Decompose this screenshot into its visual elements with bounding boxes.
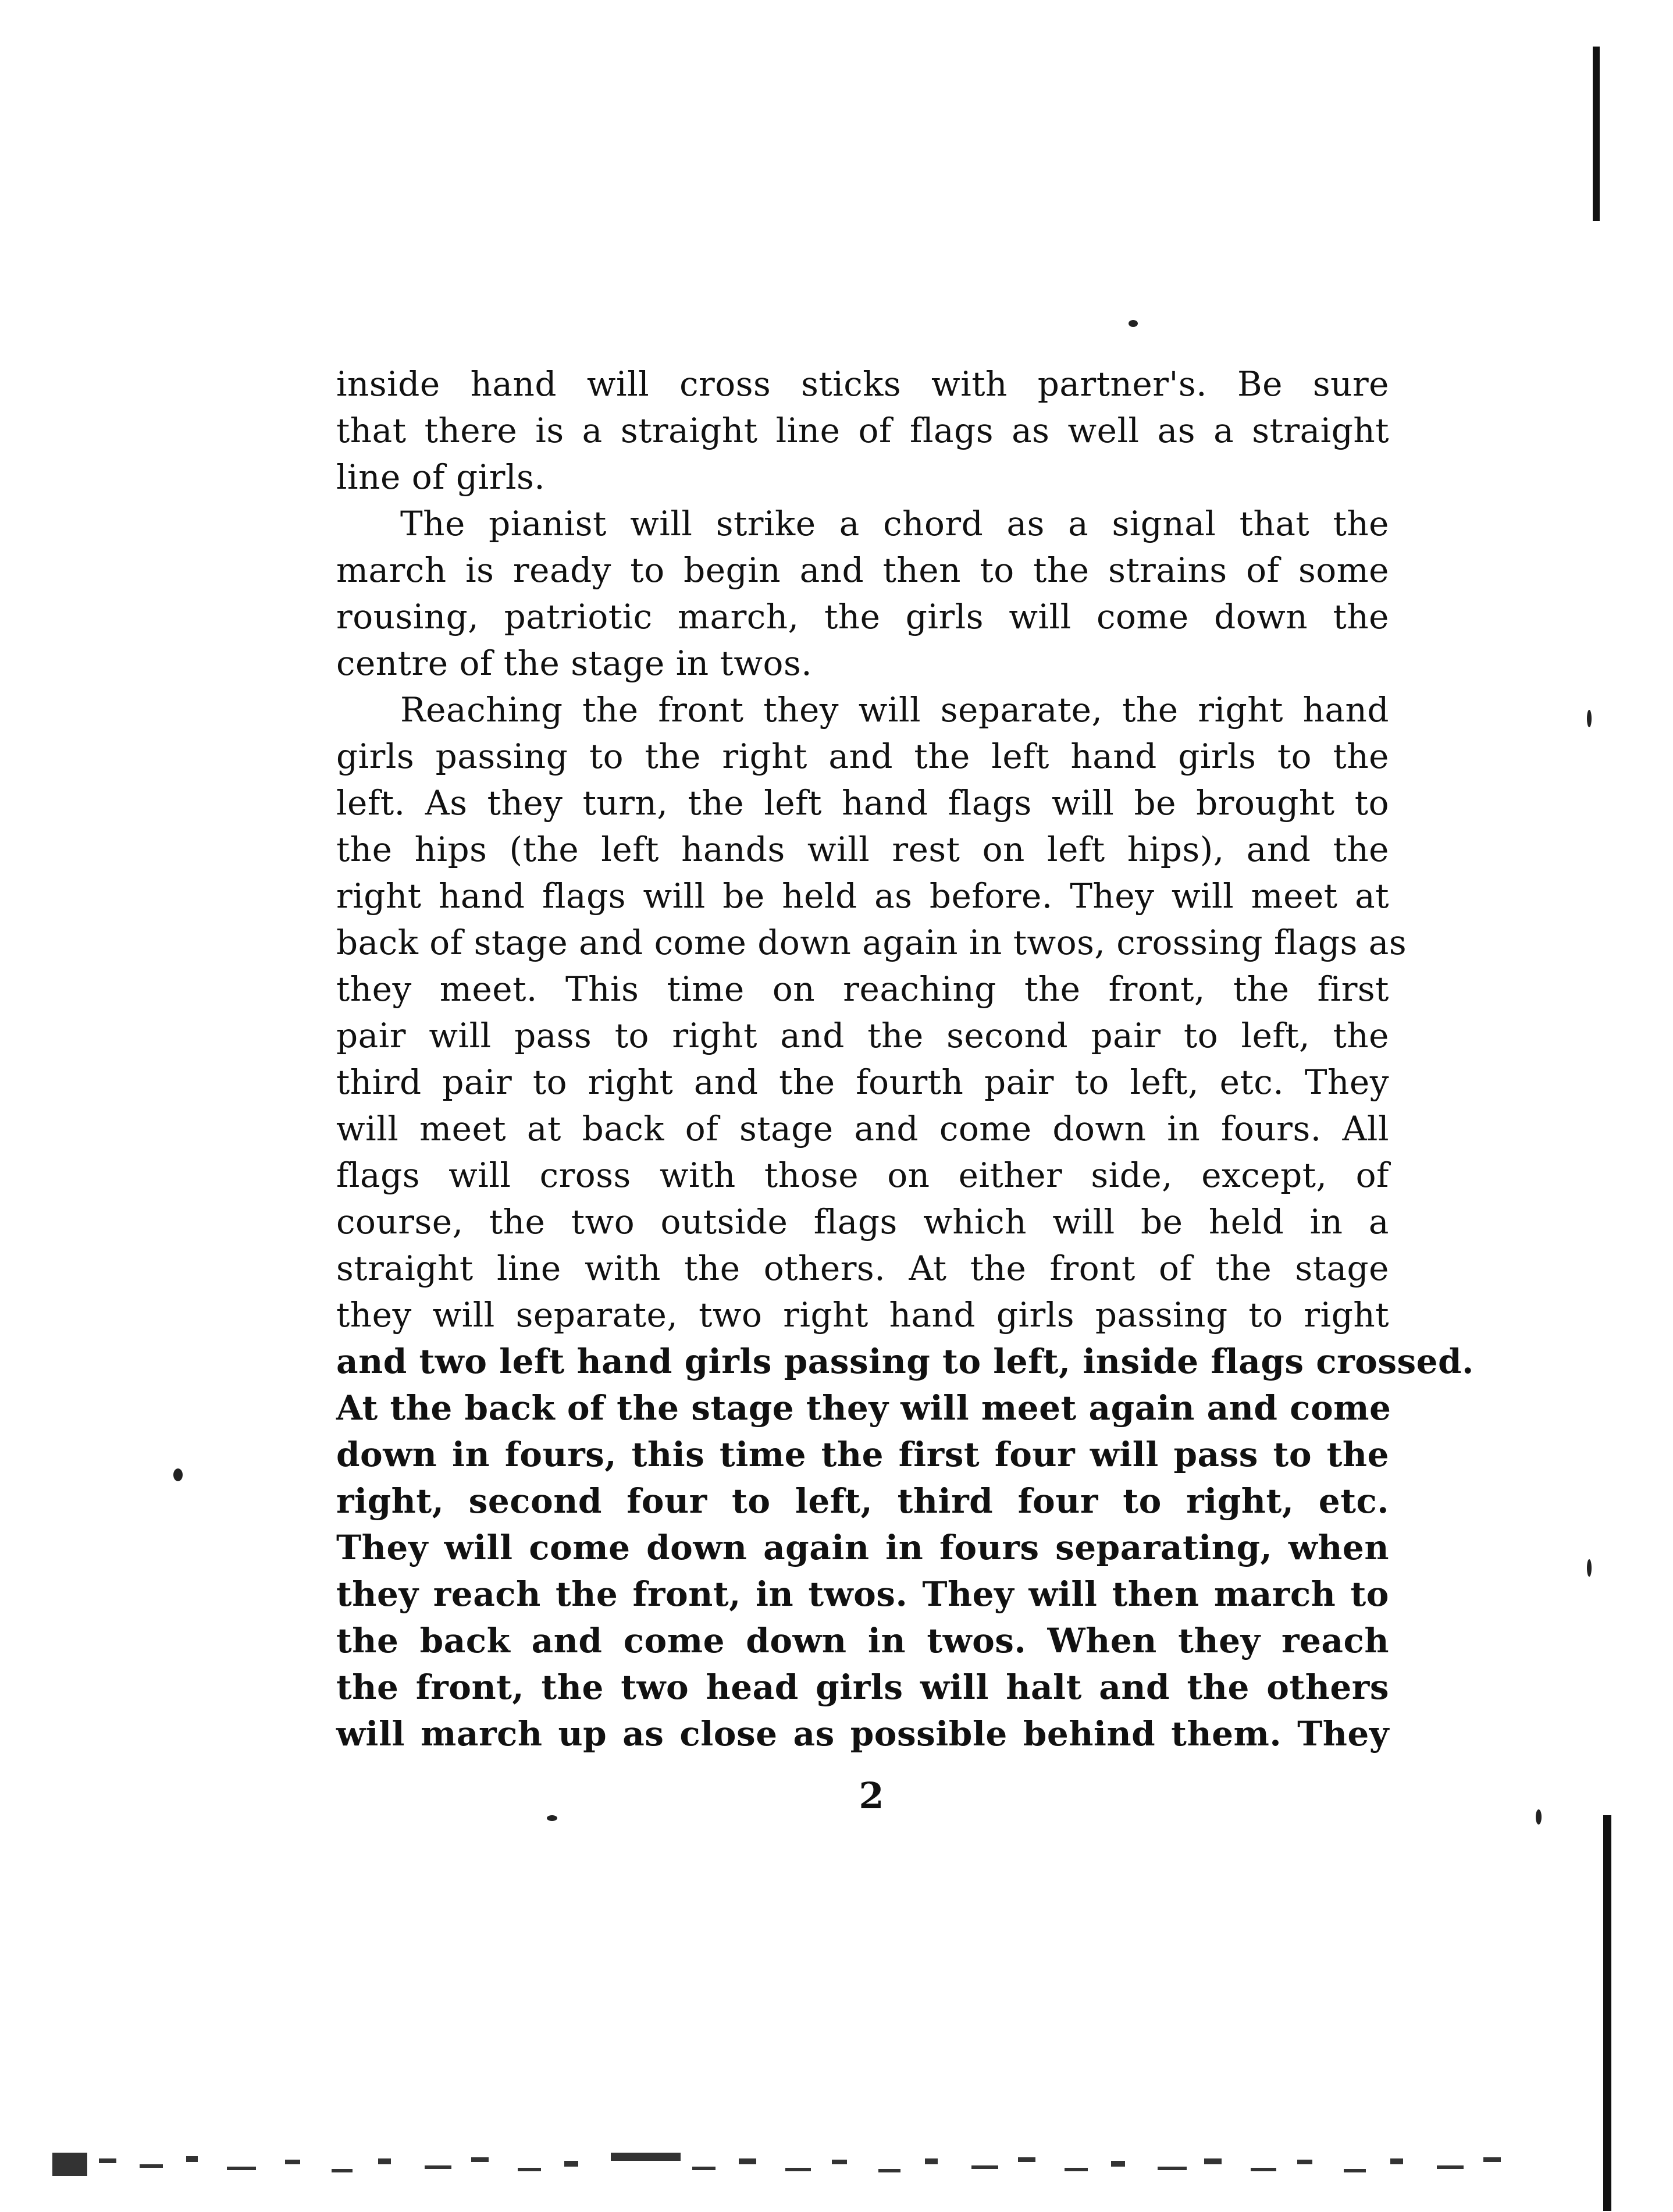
- text-line: back of stage and come down again in twos, crossing flags as: [336, 923, 1407, 962]
- text-line: will meet at back of stage and come down in fours. All: [336, 1109, 1389, 1148]
- text-line: flags will cross with those on either side, except, of: [336, 1155, 1389, 1195]
- text-line: third pair to right and the fourth pair to left, etc. They: [336, 1062, 1389, 1102]
- text-line: inside hand will cross sticks with partner's. Be sure: [336, 364, 1389, 404]
- text-line: right hand flags will be held as before. They will meet at: [336, 876, 1389, 916]
- scan-speck: [1587, 710, 1592, 727]
- text-line: rousing, patriotic march, the girls will come down the: [336, 597, 1389, 636]
- text-line: girls passing to the right and the left hand girls to the: [336, 737, 1389, 776]
- scan-noise-strip: [52, 2118, 1565, 2182]
- text-line: down in fours, this time the first four will pass to the: [336, 1435, 1389, 1474]
- text-line: line of girls.: [336, 457, 546, 497]
- scan-speck: [1587, 1559, 1592, 1577]
- text-line: that there is a straight line of flags as well as a straight: [336, 411, 1389, 450]
- text-line: course, the two outside flags which will be held in a: [336, 1202, 1389, 1242]
- text-line: the hips (the left hands will rest on left hips), and the: [336, 830, 1389, 869]
- text-line: they will separate, two right hand girls passing to right: [336, 1295, 1389, 1335]
- text-line: straight line with the others. At the front of the stage: [336, 1249, 1389, 1288]
- text-line: the front, the two head girls will halt and the others: [336, 1667, 1389, 1707]
- scan-speck: [1536, 1809, 1542, 1825]
- scan-speck: [547, 1815, 557, 1821]
- text-line: will march up as close as possible behind them. They: [336, 1714, 1389, 1754]
- text-line: pair will pass to right and the second pair to left, the: [336, 1016, 1389, 1055]
- text-line: they meet. This time on reaching the front, the first: [336, 969, 1389, 1009]
- text-line: they reach the front, in twos. They will then march to: [336, 1574, 1389, 1614]
- scan-edge-bottom-right: [1603, 1815, 1611, 2211]
- text-line: the back and come down in twos. When they reach: [336, 1621, 1389, 1660]
- text-line: and two left hand girls passing to left, inside flags crossed.: [336, 1342, 1474, 1381]
- text-line: They will come down again in fours separating, when: [336, 1528, 1389, 1567]
- text-line: The pianist will strike a chord as a signal that the: [400, 504, 1389, 543]
- text-line: Reaching the front they will separate, the right hand: [400, 690, 1389, 730]
- text-line: At the back of the stage they will meet again and come: [336, 1388, 1391, 1428]
- body-text: [336, 361, 1474, 1757]
- page-number: 2: [859, 1774, 884, 1817]
- scan-speck: [1129, 320, 1138, 327]
- scan-speck: [173, 1468, 183, 1481]
- text-line: centre of the stage in twos.: [336, 643, 813, 683]
- text-line: left. As they turn, the left hand flags will be brought to: [336, 783, 1389, 823]
- text-line: right, second four to left, third four to right, etc.: [336, 1481, 1389, 1521]
- text-line: march is ready to begin and then to the strains of some: [336, 550, 1389, 590]
- scan-edge-top-right: [1593, 47, 1600, 221]
